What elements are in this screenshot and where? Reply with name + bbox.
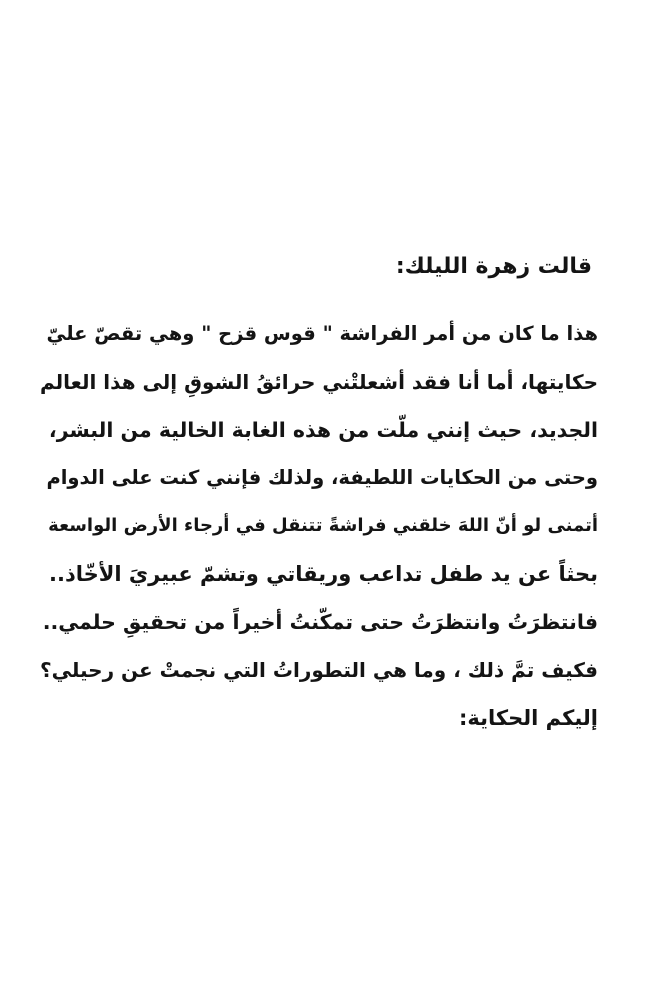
text-line: إليكم الحكاية: [459, 706, 598, 730]
text-line: وحتى من الحكايات اللطيفة، ولذلك فإنني كنت على الدوام [46, 466, 598, 489]
text-line: فانتظرَتُ وانتظرَتُ حتى تمكّنتُ أخيراً من تحقيقِ حلمي.. [42, 610, 598, 634]
text-line: فكيف تمَّ ذلك ، وما هي التطوراتُ التي نجمتْ عن رحيلي؟ [40, 658, 598, 682]
text-line: الجديد، حيث إنني ملّت من هذه الغابة الخالية من البشر، [48, 418, 598, 442]
text-line: أتمنى لو أنّ اللهَ خلقني فراشةً تتنقل في أرجاء الأرض الواسعة [48, 515, 598, 536]
text-line: هذا ما كان من أمر الفراشة " قوس قزح " وهي تقصّ عليّ [46, 322, 598, 345]
section-heading: قالت زهرة الليلك: [395, 254, 592, 279]
text-line: بحثاً عن يد طفل تداعب وريقاتي وتشمّ عبيريَ الأخّاذ.. [49, 562, 598, 586]
body-paragraph [38, 310, 598, 742]
text-line: حكايتها، أما أنا فقد أشعلتْني حرائقُ الشوقِ إلى هذا العالم [39, 370, 598, 394]
